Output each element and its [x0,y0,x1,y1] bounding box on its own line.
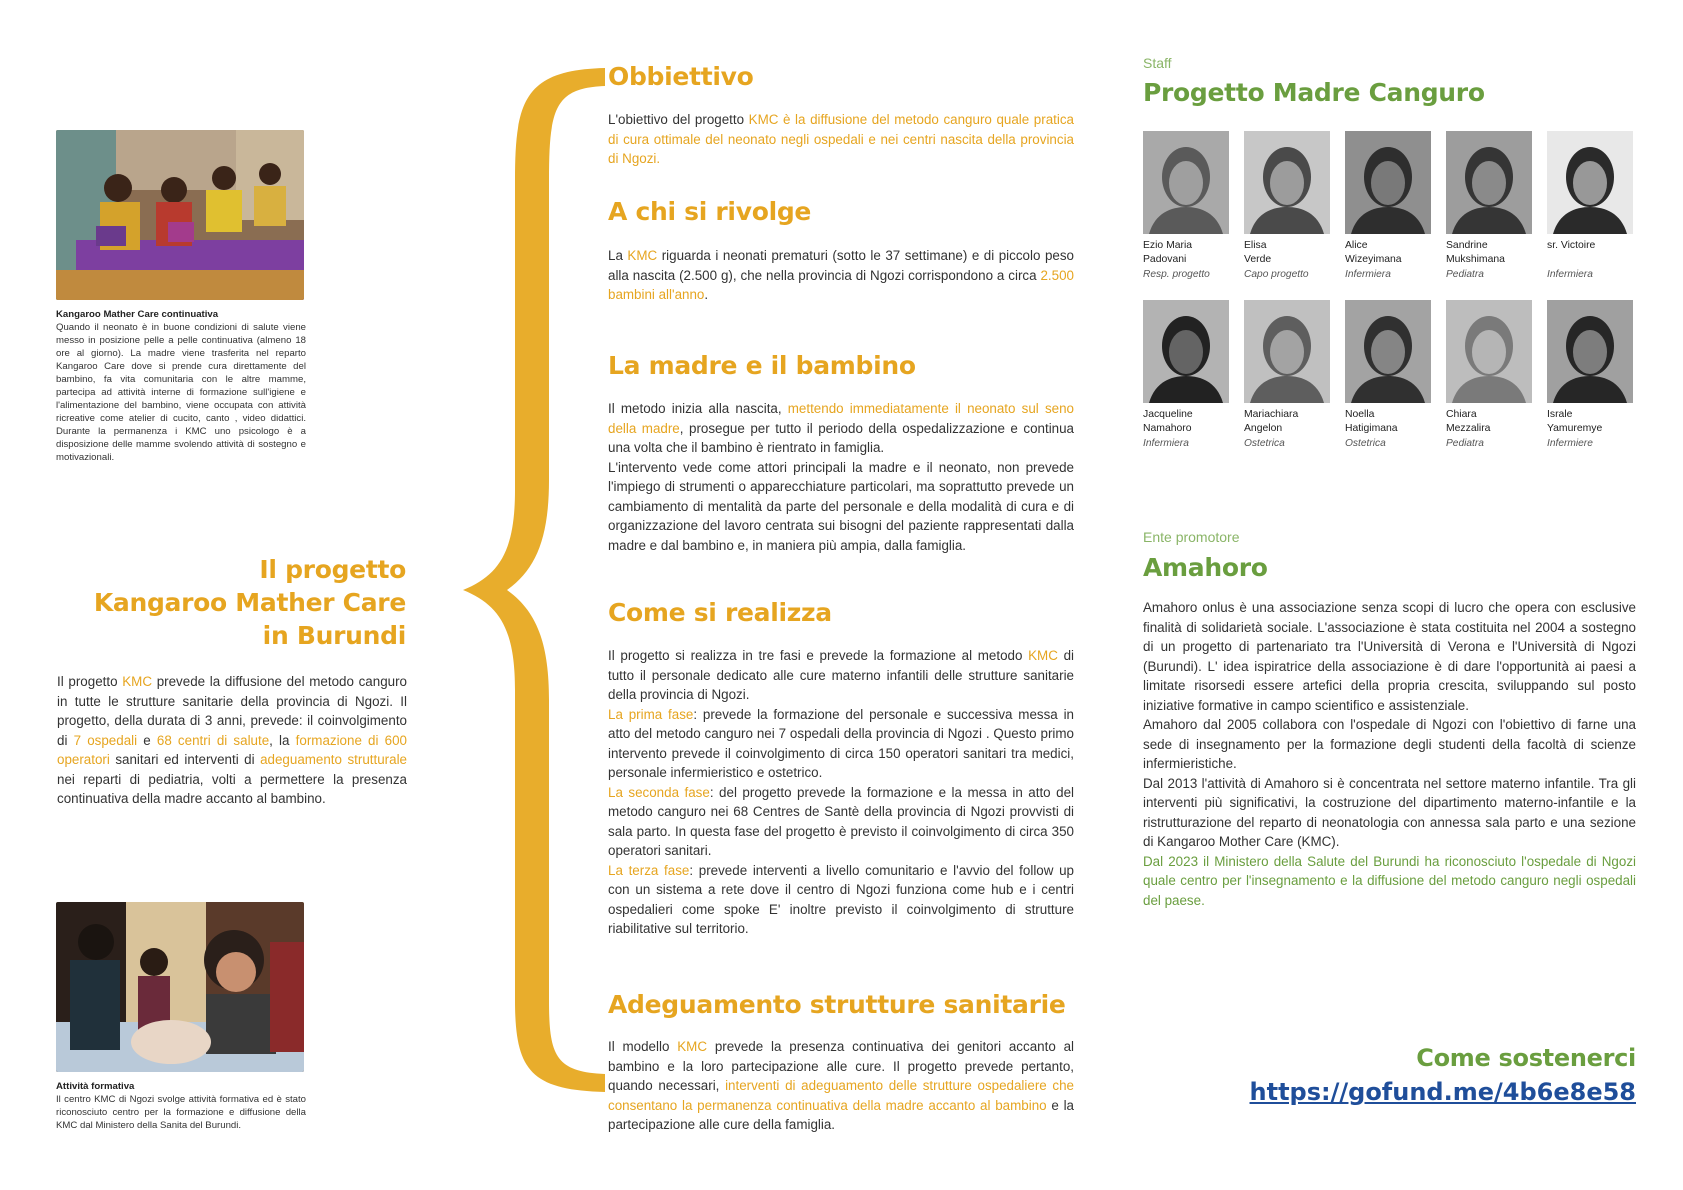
staff-last-name: Mukshimana [1446,254,1505,265]
staff-role: Ostetrica [1345,438,1386,449]
gofundme-link[interactable]: https://gofund.me/4b6e8e58 [1249,1078,1636,1106]
ente-paragraph-2: Amahoro dal 2005 collabora con l'ospedale di Ngozi con l'obiettivo di farne una sede di insegnamento per la formazione degli studenti della facoltà di scienze infermieristiche. [1143,717,1636,771]
staff-name [1143,408,1239,436]
adeguamento-text-3: e la partecipazione alle cure della famiglia. [608,1097,1074,1132]
staff-photo [1547,131,1633,234]
staff-name [1446,239,1542,267]
staff-last-name: Verde [1244,254,1272,265]
staff-photo [1446,131,1532,234]
staff-photo [1345,131,1431,234]
rivolge-text-3: . [704,287,709,302]
realizza-heading: Come si realizza [608,598,832,627]
staff-last-name: Padovani [1143,254,1187,265]
intro-text-1: Il progetto [57,674,123,689]
staff-role: Resp. progetto [1143,269,1210,280]
fase-2-label: La seconda fase [608,784,710,800]
staff-name [1345,408,1441,436]
fase-1-label: La prima fase [608,706,694,722]
photo1-caption-title: Kangaroo Mather Care continuativa [56,309,219,320]
madre-text-2: , prosegue per tutto il periodo della ospedalizzazione e continua una volta che il bambino è rientrato in famiglia. [608,420,1075,455]
madre-text-1: Il metodo inizia alla nascita, [608,401,788,416]
training-photo [56,902,304,1072]
staff-photo [1446,300,1532,403]
project-title [60,553,406,652]
realizza-highlight-kmc: KMC [1028,648,1058,663]
project-title-line2: Kangaroo Mather Care [93,588,406,617]
staff-first-name: Chiara [1446,409,1477,420]
photo1-caption-body: Quando il neonato è in buone condizioni di salute viene messo in posizione pelle a pelle continuativa (almeno 18 ore al giorno). La madre viene trasferita nel reparto Kangaroo Care dove si prende cura direttamente del bambino, fa vita comunitaria con le altre mamme, partecipa ad attività interne di formazione sull'igiene e l'alimentazione del bambino, viene occupata con attività ricreative come atelier di cucito, canto , video didattici. Durante la permanenza i KMC uno psicologo è a disposizione delle mamme svolendo attività di sostegno e motivazionali. [56,322,306,463]
adeguamento-text-1: Il modello [608,1039,678,1054]
obiettivo-text-1: L'obiettivo del progetto [608,112,749,127]
rivolge-highlight-bambini: 2.500 bambini all'anno [608,267,1074,302]
staff-name [1244,239,1340,267]
photo2-caption-title: Attività formativa [56,1081,135,1092]
staff-first-name: Alice [1345,240,1368,251]
fase-1-text: : prevede la formazione del personale e successiva messa in atto del metodo canguro nei 7 ospedali della provincia di Ngozi . Questo primo intervento prevede il coinvolgimento di circa 150 operatori sanitari tra medici, personale infermieristico e ostetrico. [608,706,1074,780]
staff-last-name: Angelon [1244,423,1283,434]
staff-name [1446,408,1542,436]
rivolge-text [608,246,1074,305]
obiettivo-highlight: KMC è la diffusione del metodo canguro quale pratica di cura ottimale del neonato negli ospedali e nei centri nascita della provincia di Ngozi. [608,112,1074,166]
realizza-text [608,646,1074,939]
intro-highlight-formazione: formazione di 600 operatori [57,732,407,767]
staff-role: Capo progetto [1244,269,1309,280]
intro-highlight-ospedali: 7 ospedali [73,732,138,748]
staff-first-name: sr. Victoire [1547,240,1596,251]
staff-last-name: Namahoro [1143,423,1192,434]
staff-first-name: Jacqueline [1143,409,1193,420]
rivolge-text-1: La [608,248,628,263]
intro-highlight-centri: 68 centri di salute [156,732,270,748]
madre-text [608,399,1074,555]
fase-2-text: : del progetto prevede la formazione e la messa in atto del metodo canguro nei 68 Centres de Santè della provincia di Ngozi provvisti di sala parto. In questa fase del progetto è previsto il coinvolgimento di circa 350 operatori sanitari. [608,784,1074,858]
project-intro [57,672,407,809]
realizza-fase-3 [608,861,1074,939]
realizza-text-2: di tutto il personale dedicato alle cure materno infantili delle strutture sanitarie della provincia di Ngozi. [608,648,1074,702]
realizza-text-1: Il progetto si realizza in tre fasi e prevede la formazione al metodo [608,648,1029,663]
madre-paragraph-2: L'intervento vede come attori principali la madre e il neonato, non prevede l'impiego di strumenti o apparecchiature particolari, ma soprattutto prevede un cambiamento di mentalità da parte del personale e della modalità di cura e di organizzazione del lavoro centrata sui bisogni del paziente rappresentati dalla madre e dal bambino e, in maniera più ampia, dalla famiglia. [608,459,1074,553]
staff-name [1143,239,1239,267]
staff-first-name: Ezio Maria [1143,240,1193,251]
staff-photo [1345,300,1431,403]
project-title-line3: in Burundi [262,621,406,650]
obiettivo-heading: Obbiettivo [608,62,754,91]
ente-description [1143,598,1636,910]
staff-role: Infermiere [1547,438,1593,449]
staff-photo [1143,131,1229,234]
obiettivo-text [608,110,1074,169]
adeguamento-highlight-kmc: KMC [677,1039,707,1054]
staff-name [1547,239,1643,267]
intro-text-4: , la [269,732,296,748]
staff-last-name: Hatigimana [1345,423,1398,434]
staff-photo [1143,300,1229,403]
adeguamento-heading: Adeguamento strutture sanitarie [608,990,1066,1019]
madre-highlight: mettendo immediatamente il neonato sul seno della madre [608,401,1074,436]
intro-highlight-adeguamento: adeguamento strutturale [260,752,407,767]
rivolge-text-2: riguarda i neonati prematuri (sotto le 37 settimane) e di piccolo peso alla nascita (2.500 g), che nella provincia di Ngozi corrispondono a circa [608,248,1074,283]
staff-first-name: Mariachiara [1244,409,1299,420]
support-title: Come sostenerci [1416,1044,1636,1072]
staff-name [1547,408,1643,436]
photo2-caption [56,1080,306,1132]
staff-last-name [1547,253,1643,267]
staff-kicker: Staff [1143,55,1172,71]
staff-title: Progetto Madre Canguro [1143,78,1485,107]
photo2-caption-body: Il centro KMC di Ngozi svolge attività formativa ed è stato riconosciuto centro per la formazione e diffusione della KMC dal Ministero della Sanita del Burundi. [56,1094,306,1131]
staff-role: Ostetrica [1244,438,1285,449]
staff-role: Pediatra [1446,269,1484,280]
realizza-fase-1 [608,705,1074,783]
adeguamento-text [608,1037,1074,1135]
madre-heading: La madre e il bambino [608,351,916,380]
staff-role: Infermiera [1547,269,1593,280]
staff-first-name: Sandrine [1446,240,1488,251]
realizza-fase-2 [608,783,1074,861]
staff-photo [1244,131,1330,234]
curly-brace-decoration [455,60,615,1100]
staff-first-name: Israle [1547,409,1573,420]
fase-3-label: La terza fase [608,862,690,878]
ente-title: Amahoro [1143,553,1268,582]
staff-name [1244,408,1340,436]
ente-paragraph-4: Dal 2023 il Ministero della Salute del Burundi ha riconosciuto l'ospedale di Ngozi quale centro per l'insegnamento e la diffusione del metodo canguro negli ospedali del paese. [1143,853,1636,908]
staff-role: Infermiera [1345,269,1391,280]
intro-text-3: e [137,732,157,748]
photo1-caption [56,308,306,464]
intro-highlight-kmc: KMC [122,674,152,689]
staff-first-name: Elisa [1244,240,1267,251]
rivolge-heading: A chi si rivolge [608,197,812,226]
staff-last-name: Wizeyimana [1345,254,1402,265]
kangaroo-care-photo [56,130,304,300]
staff-first-name: Noella [1345,409,1375,420]
ente-kicker: Ente promotore [1143,529,1240,545]
adeguamento-highlight: interventi di adeguamento delle strutture ospedaliere che consentano la permanenza continuativa della madre accanto al bambino [608,1078,1074,1113]
staff-photo [1547,300,1633,403]
staff-role: Infermiera [1143,438,1189,449]
ente-paragraph-3: Dal 2013 l'attività di Amahoro si è concentrata nel settore materno infantile. Tra gli interventi più significativi, la costruzione del dipartimento materno-infantile e la ristrutturazione del reparto di neonatologia con annessa sala parto e una sezione di Kangaroo Mother Care (KMC). [1143,775,1636,849]
intro-text-6: nei reparti di pediatria, volti a permettere la presenza continuativa della madre accanto al bambino. [57,771,407,806]
rivolge-highlight-kmc: KMC [627,248,658,263]
fase-3-text: : prevede interventi a livello comunitario e l'avvio del follow up con un sistema a rete dove il centro di Ngozi funziona come hub e i centri ospedalieri come spoke E' inoltre previsto il coinvolgimento di strutture riabilitative sul territorio. [608,862,1074,936]
staff-role: Pediatra [1446,438,1484,449]
staff-name [1345,239,1441,267]
intro-text-5: sanitari ed interventi di [109,752,261,767]
ente-paragraph-1: Amahoro onlus è una associazione senza scopi di lucro che opera con esclusive finalità di solidarietà sociale. L'associazione è stata costituita nel 2004 a sostegno di un progetto di partenariato tra l'Università di Verona e l'Università di Ngozi (Burundi). L' idea ispiratrice della associazione è di dare l'opportunità ai paesi a limitate risorsedi essere artefici della propria crescita, sviluppando sul posto iniziative formative in campo scientifico e assistenziale. [1143,600,1636,713]
staff-last-name: Yamuremye [1547,423,1603,434]
adeguamento-text-2: prevede la presenza continuativa dei genitori accanto al bambino e la loro partecipazione alle cure. Il progetto prevede pertanto, quando necessari, [608,1039,1074,1093]
project-title-line1: Il progetto [259,555,406,584]
staff-last-name: Mezzalira [1446,423,1491,434]
staff-photo [1244,300,1330,403]
intro-text-2: prevede la diffusione del metodo canguro in tutte le strutture sanitarie della provincia di Ngozi. Il progetto, della durata di 3 anni, prevede: il coinvolgimento di [57,674,407,748]
